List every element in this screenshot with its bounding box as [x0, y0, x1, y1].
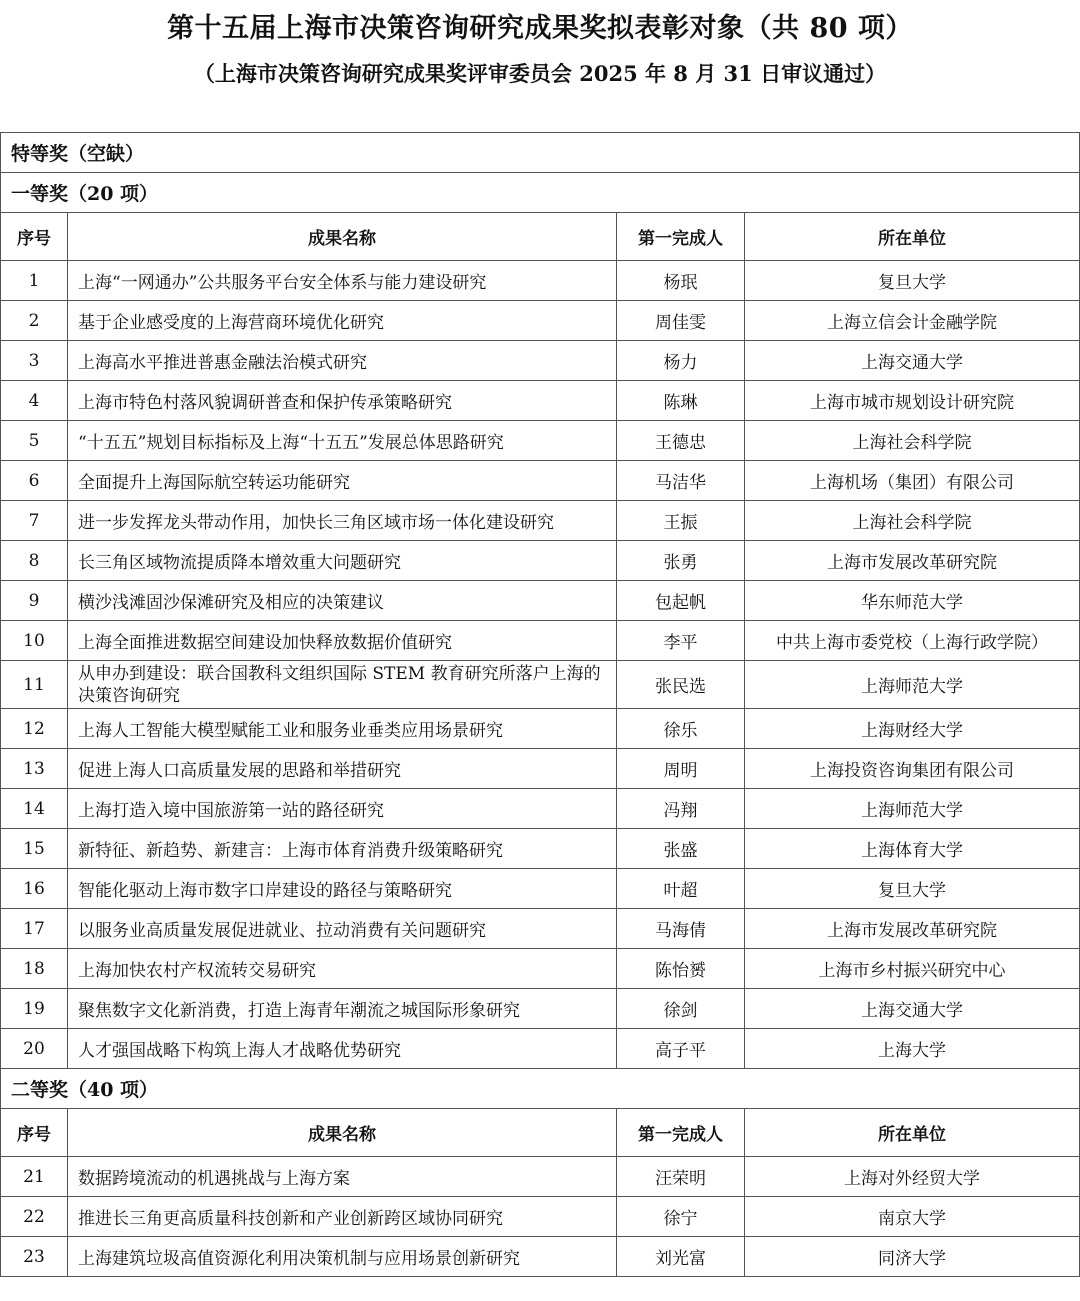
- row-title: 上海人工智能大模型赋能工业和服务业垂类应用场景研究: [68, 709, 617, 749]
- section-special-award: [1, 133, 1080, 173]
- header-name: 成果名称: [68, 213, 617, 261]
- section-heading: 二等奖（40 项）: [1, 1069, 1080, 1109]
- table-row: [1, 909, 1080, 949]
- row-author: 陈琳: [617, 381, 745, 421]
- row-organization: 复旦大学: [745, 261, 1080, 301]
- row-organization: 上海交通大学: [745, 989, 1080, 1029]
- row-title: 上海高水平推进普惠金融法治模式研究: [68, 341, 617, 381]
- table-row: [1, 501, 1080, 541]
- table-row: [1, 301, 1080, 341]
- row-number: 6: [1, 461, 68, 501]
- header-author: 第一完成人: [617, 213, 745, 261]
- table-row: [1, 989, 1080, 1029]
- row-organization: 上海市发展改革研究院: [745, 909, 1080, 949]
- table-row: [1, 1197, 1080, 1237]
- row-title: “十五五”规划目标指标及上海“十五五”发展总体思路研究: [68, 421, 617, 461]
- row-author: 周明: [617, 749, 745, 789]
- row-author: 高子平: [617, 1029, 745, 1069]
- row-number: 12: [1, 709, 68, 749]
- row-author: 陈怡赟: [617, 949, 745, 989]
- table-header-row-1: [1, 213, 1080, 261]
- row-organization: 复旦大学: [745, 869, 1080, 909]
- row-organization: 上海体育大学: [745, 829, 1080, 869]
- table-row: [1, 341, 1080, 381]
- row-title: 新特征、新趋势、新建言：上海市体育消费升级策略研究: [68, 829, 617, 869]
- awards-table-body: [1, 133, 1080, 1277]
- row-title: 从申办到建设：联合国教科文组织国际 STEM 教育研究所落户上海的决策咨询研究: [68, 661, 617, 709]
- table-row: [1, 661, 1080, 709]
- table-row: [1, 1029, 1080, 1069]
- row-author: 汪荣明: [617, 1157, 745, 1197]
- row-organization: 同济大学: [745, 1237, 1080, 1277]
- row-organization: 上海投资咨询集团有限公司: [745, 749, 1080, 789]
- row-number: 13: [1, 749, 68, 789]
- table-row: [1, 709, 1080, 749]
- header-org: 所在单位: [745, 1109, 1080, 1157]
- row-title: 智能化驱动上海市数字口岸建设的路径与策略研究: [68, 869, 617, 909]
- table-row: [1, 381, 1080, 421]
- row-title: 上海“一网通办”公共服务平台安全体系与能力建设研究: [68, 261, 617, 301]
- row-organization: 上海立信会计金融学院: [745, 301, 1080, 341]
- row-title: 全面提升上海国际航空转运功能研究: [68, 461, 617, 501]
- row-author: 杨珉: [617, 261, 745, 301]
- row-organization: 华东师范大学: [745, 581, 1080, 621]
- header-no: 序号: [1, 1109, 68, 1157]
- row-author: 杨力: [617, 341, 745, 381]
- table-row: [1, 581, 1080, 621]
- row-organization: 上海师范大学: [745, 661, 1080, 709]
- row-number: 19: [1, 989, 68, 1029]
- row-title: 上海建筑垃圾高值资源化利用决策机制与应用场景创新研究: [68, 1237, 617, 1277]
- row-title: 上海加快农村产权流转交易研究: [68, 949, 617, 989]
- row-number: 11: [1, 661, 68, 709]
- row-title: 基于企业感受度的上海营商环境优化研究: [68, 301, 617, 341]
- row-organization: 上海机场（集团）有限公司: [745, 461, 1080, 501]
- row-title: 数据跨境流动的机遇挑战与上海方案: [68, 1157, 617, 1197]
- table-row: [1, 1237, 1080, 1277]
- row-title: 上海市特色村落风貌调研普查和保护传承策略研究: [68, 381, 617, 421]
- row-number: 22: [1, 1197, 68, 1237]
- row-author: 马海倩: [617, 909, 745, 949]
- row-number: 2: [1, 301, 68, 341]
- table-row: [1, 421, 1080, 461]
- row-author: 刘光富: [617, 1237, 745, 1277]
- row-number: 10: [1, 621, 68, 661]
- row-number: 5: [1, 421, 68, 461]
- table-row: [1, 869, 1080, 909]
- row-number: 20: [1, 1029, 68, 1069]
- table-row: [1, 789, 1080, 829]
- row-number: 21: [1, 1157, 68, 1197]
- row-author: 徐乐: [617, 709, 745, 749]
- row-number: 14: [1, 789, 68, 829]
- row-author: 周佳雯: [617, 301, 745, 341]
- section-first-award: [1, 173, 1080, 213]
- row-number: 16: [1, 869, 68, 909]
- row-title: 推进长三角更高质量科技创新和产业创新跨区域协同研究: [68, 1197, 617, 1237]
- row-title: 进一步发挥龙头带动作用，加快长三角区域市场一体化建设研究: [68, 501, 617, 541]
- row-organization: 上海市发展改革研究院: [745, 541, 1080, 581]
- awards-table: [0, 132, 1080, 1277]
- row-organization: 南京大学: [745, 1197, 1080, 1237]
- header-org: 所在单位: [745, 213, 1080, 261]
- row-organization: 上海社会科学院: [745, 421, 1080, 461]
- row-organization: 上海市城市规划设计研究院: [745, 381, 1080, 421]
- row-organization: 上海财经大学: [745, 709, 1080, 749]
- row-number: 1: [1, 261, 68, 301]
- section-heading: 特等奖（空缺）: [1, 133, 1080, 173]
- row-organization: 上海大学: [745, 1029, 1080, 1069]
- table-row: [1, 749, 1080, 789]
- section-second-award: [1, 1069, 1080, 1109]
- row-number: 17: [1, 909, 68, 949]
- row-title: 促进上海人口高质量发展的思路和举措研究: [68, 749, 617, 789]
- row-number: 18: [1, 949, 68, 989]
- row-number: 4: [1, 381, 68, 421]
- row-number: 15: [1, 829, 68, 869]
- header-author: 第一完成人: [617, 1109, 745, 1157]
- row-number: 8: [1, 541, 68, 581]
- table-row: [1, 261, 1080, 301]
- document-subtitle: （上海市决策咨询研究成果奖评审委员会 2025 年 8 月 31 日审议通过）: [193, 61, 887, 86]
- table-row: [1, 621, 1080, 661]
- header-name: 成果名称: [68, 1109, 617, 1157]
- row-title: 人才强国战略下构筑上海人才战略优势研究: [68, 1029, 617, 1069]
- row-author: 张民选: [617, 661, 745, 709]
- table-header-row-2: [1, 1109, 1080, 1157]
- row-author: 马洁华: [617, 461, 745, 501]
- row-author: 李平: [617, 621, 745, 661]
- row-title: 上海打造入境中国旅游第一站的路径研究: [68, 789, 617, 829]
- row-author: 叶超: [617, 869, 745, 909]
- row-number: 3: [1, 341, 68, 381]
- row-title: 以服务业高质量发展促进就业、拉动消费有关问题研究: [68, 909, 617, 949]
- document-title: 第十五届上海市决策咨询研究成果奖拟表彰对象（共 80 项）: [167, 13, 913, 44]
- row-organization: 上海对外经贸大学: [745, 1157, 1080, 1197]
- table-row: [1, 829, 1080, 869]
- row-title: 横沙浅滩固沙保滩研究及相应的决策建议: [68, 581, 617, 621]
- table-row: [1, 461, 1080, 501]
- row-author: 王振: [617, 501, 745, 541]
- row-number: 9: [1, 581, 68, 621]
- row-author: 徐宁: [617, 1197, 745, 1237]
- row-author: 徐剑: [617, 989, 745, 1029]
- table-row: [1, 949, 1080, 989]
- header-no: 序号: [1, 213, 68, 261]
- row-title: 聚焦数字文化新消费，打造上海青年潮流之城国际形象研究: [68, 989, 617, 1029]
- row-organization: 上海社会科学院: [745, 501, 1080, 541]
- row-title: 长三角区域物流提质降本增效重大问题研究: [68, 541, 617, 581]
- row-author: 冯翔: [617, 789, 745, 829]
- row-organization: 上海师范大学: [745, 789, 1080, 829]
- row-organization: 上海市乡村振兴研究中心: [745, 949, 1080, 989]
- row-organization: 上海交通大学: [745, 341, 1080, 381]
- row-author: 王德忠: [617, 421, 745, 461]
- row-author: 张勇: [617, 541, 745, 581]
- row-author: 包起帆: [617, 581, 745, 621]
- row-organization: 中共上海市委党校（上海行政学院）: [745, 621, 1080, 661]
- row-number: 23: [1, 1237, 68, 1277]
- row-title: 上海全面推进数据空间建设加快释放数据价值研究: [68, 621, 617, 661]
- row-author: 张盛: [617, 829, 745, 869]
- table-row: [1, 541, 1080, 581]
- table-row: [1, 1157, 1080, 1197]
- row-number: 7: [1, 501, 68, 541]
- section-heading: 一等奖（20 项）: [1, 173, 1080, 213]
